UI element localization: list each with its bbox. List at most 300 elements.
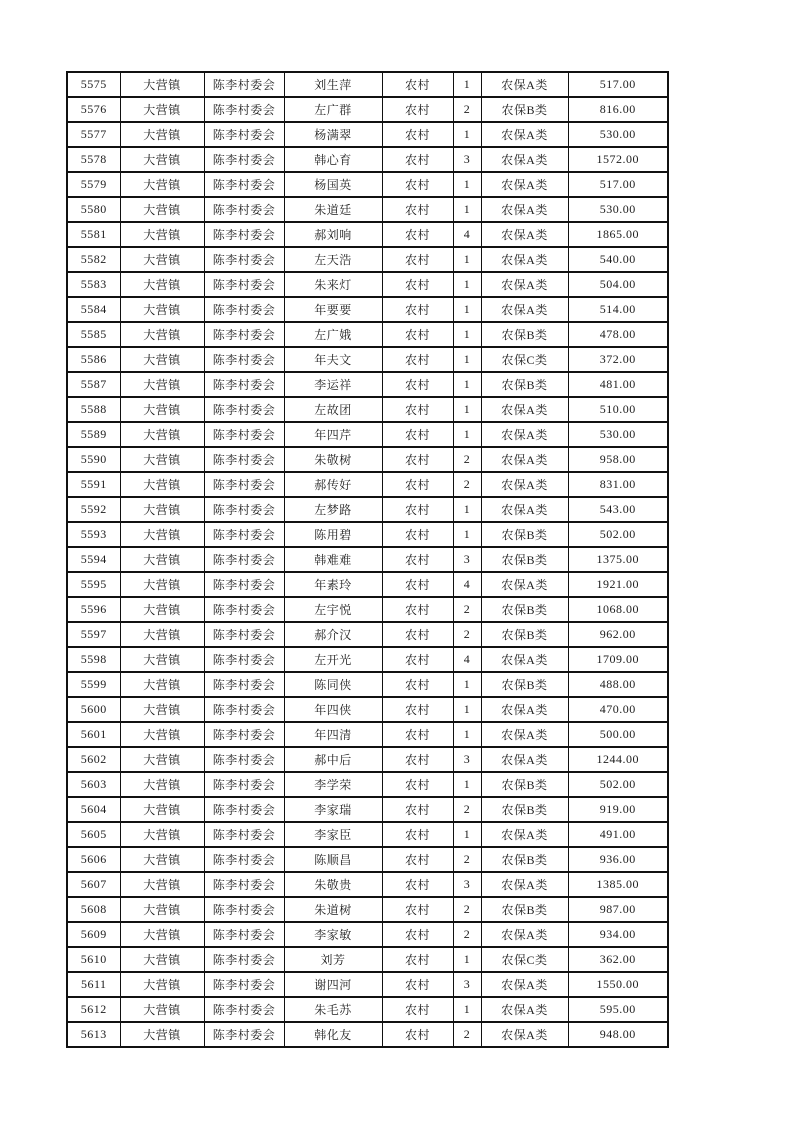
cell-village: 陈李村委会 (204, 322, 284, 347)
cell-seq: 5610 (67, 947, 120, 972)
cell-seq: 5586 (67, 347, 120, 372)
cell-town: 大营镇 (120, 872, 204, 897)
cell-village: 陈李村委会 (204, 822, 284, 847)
table-row (67, 72, 668, 97)
table-row (67, 797, 668, 822)
cell-person-count: 2 (453, 622, 481, 647)
cell-insurance-category: 农保A类 (481, 872, 568, 897)
cell-amount: 470.00 (568, 697, 668, 722)
cell-town: 大营镇 (120, 297, 204, 322)
table-row (67, 972, 668, 997)
cell-amount: 514.00 (568, 297, 668, 322)
cell-residence-type: 农村 (382, 447, 453, 472)
cell-amount: 958.00 (568, 447, 668, 472)
cell-person-count: 1 (453, 522, 481, 547)
cell-residence-type: 农村 (382, 322, 453, 347)
table-row (67, 622, 668, 647)
cell-person-count: 1 (453, 247, 481, 272)
table-row (67, 847, 668, 872)
cell-village: 陈李村委会 (204, 922, 284, 947)
cell-person-name: 李家臣 (284, 822, 382, 847)
cell-amount: 962.00 (568, 622, 668, 647)
cell-town: 大营镇 (120, 522, 204, 547)
cell-residence-type: 农村 (382, 397, 453, 422)
cell-insurance-category: 农保B类 (481, 847, 568, 872)
cell-residence-type: 农村 (382, 972, 453, 997)
cell-seq: 5608 (67, 897, 120, 922)
cell-amount: 595.00 (568, 997, 668, 1022)
table-row (67, 122, 668, 147)
cell-insurance-category: 农保A类 (481, 497, 568, 522)
cell-seq: 5597 (67, 622, 120, 647)
table-row (67, 1022, 668, 1047)
table-row (67, 447, 668, 472)
cell-person-count: 1 (453, 122, 481, 147)
cell-amount: 502.00 (568, 522, 668, 547)
cell-insurance-category: 农保A类 (481, 422, 568, 447)
cell-town: 大营镇 (120, 397, 204, 422)
cell-village: 陈李村委会 (204, 622, 284, 647)
cell-amount: 934.00 (568, 922, 668, 947)
cell-insurance-category: 农保B类 (481, 797, 568, 822)
cell-seq: 5611 (67, 972, 120, 997)
cell-amount: 1375.00 (568, 547, 668, 572)
cell-amount: 1572.00 (568, 147, 668, 172)
cell-amount: 478.00 (568, 322, 668, 347)
table-row (67, 172, 668, 197)
cell-person-count: 2 (453, 847, 481, 872)
cell-person-name: 年四清 (284, 722, 382, 747)
cell-person-count: 1 (453, 272, 481, 297)
cell-seq: 5577 (67, 122, 120, 147)
table-row (67, 422, 668, 447)
cell-amount: 936.00 (568, 847, 668, 872)
cell-person-count: 1 (453, 997, 481, 1022)
cell-residence-type: 农村 (382, 872, 453, 897)
cell-insurance-category: 农保A类 (481, 172, 568, 197)
cell-person-name: 朱道廷 (284, 197, 382, 222)
cell-person-count: 1 (453, 947, 481, 972)
cell-amount: 816.00 (568, 97, 668, 122)
cell-amount: 362.00 (568, 947, 668, 972)
cell-insurance-category: 农保B类 (481, 372, 568, 397)
cell-residence-type: 农村 (382, 647, 453, 672)
cell-town: 大营镇 (120, 672, 204, 697)
cell-insurance-category: 农保A类 (481, 147, 568, 172)
cell-town: 大营镇 (120, 547, 204, 572)
cell-insurance-category: 农保A类 (481, 647, 568, 672)
cell-seq: 5603 (67, 772, 120, 797)
cell-residence-type: 农村 (382, 147, 453, 172)
cell-seq: 5587 (67, 372, 120, 397)
cell-village: 陈李村委会 (204, 122, 284, 147)
cell-seq: 5582 (67, 247, 120, 272)
cell-seq: 5601 (67, 722, 120, 747)
cell-seq: 5575 (67, 72, 120, 97)
table-row (67, 222, 668, 247)
cell-town: 大营镇 (120, 822, 204, 847)
cell-seq: 5598 (67, 647, 120, 672)
cell-village: 陈李村委会 (204, 147, 284, 172)
cell-residence-type: 农村 (382, 472, 453, 497)
table-row (67, 922, 668, 947)
table-row (67, 147, 668, 172)
cell-person-count: 3 (453, 872, 481, 897)
cell-person-count: 2 (453, 1022, 481, 1047)
cell-person-count: 1 (453, 422, 481, 447)
cell-town: 大营镇 (120, 172, 204, 197)
cell-seq: 5605 (67, 822, 120, 847)
cell-person-name: 左广娥 (284, 322, 382, 347)
cell-person-name: 陈同侠 (284, 672, 382, 697)
cell-village: 陈李村委会 (204, 297, 284, 322)
cell-insurance-category: 农保A类 (481, 397, 568, 422)
cell-amount: 919.00 (568, 797, 668, 822)
cell-insurance-category: 农保B类 (481, 772, 568, 797)
table-row (67, 297, 668, 322)
cell-town: 大营镇 (120, 322, 204, 347)
cell-town: 大营镇 (120, 72, 204, 97)
cell-village: 陈李村委会 (204, 897, 284, 922)
cell-insurance-category: 农保A类 (481, 72, 568, 97)
cell-person-name: 郝刘响 (284, 222, 382, 247)
cell-person-name: 刘芳 (284, 947, 382, 972)
cell-insurance-category: 农保A类 (481, 972, 568, 997)
table-row (67, 397, 668, 422)
cell-amount: 1709.00 (568, 647, 668, 672)
cell-person-count: 3 (453, 747, 481, 772)
cell-seq: 5595 (67, 572, 120, 597)
cell-town: 大营镇 (120, 747, 204, 772)
cell-village: 陈李村委会 (204, 597, 284, 622)
cell-seq: 5604 (67, 797, 120, 822)
cell-seq: 5602 (67, 747, 120, 772)
cell-person-count: 3 (453, 147, 481, 172)
table-row (67, 547, 668, 572)
cell-insurance-category: 农保A类 (481, 472, 568, 497)
cell-seq: 5590 (67, 447, 120, 472)
table-row (67, 822, 668, 847)
table-row (67, 997, 668, 1022)
cell-insurance-category: 农保A类 (481, 922, 568, 947)
cell-amount: 1550.00 (568, 972, 668, 997)
cell-person-name: 杨国英 (284, 172, 382, 197)
cell-person-name: 刘生萍 (284, 72, 382, 97)
cell-town: 大营镇 (120, 97, 204, 122)
cell-person-count: 1 (453, 722, 481, 747)
cell-town: 大营镇 (120, 647, 204, 672)
cell-insurance-category: 农保A类 (481, 447, 568, 472)
table-row (67, 472, 668, 497)
cell-insurance-category: 农保A类 (481, 272, 568, 297)
cell-amount: 987.00 (568, 897, 668, 922)
cell-amount: 502.00 (568, 772, 668, 797)
cell-amount: 530.00 (568, 122, 668, 147)
cell-person-name: 年四侠 (284, 697, 382, 722)
cell-seq: 5607 (67, 872, 120, 897)
cell-seq: 5583 (67, 272, 120, 297)
cell-residence-type: 农村 (382, 597, 453, 622)
cell-village: 陈李村委会 (204, 772, 284, 797)
cell-residence-type: 农村 (382, 197, 453, 222)
cell-person-count: 2 (453, 897, 481, 922)
cell-insurance-category: 农保B类 (481, 672, 568, 697)
cell-village: 陈李村委会 (204, 447, 284, 472)
cell-town: 大营镇 (120, 272, 204, 297)
cell-seq: 5613 (67, 1022, 120, 1047)
cell-residence-type: 农村 (382, 547, 453, 572)
cell-person-name: 左开光 (284, 647, 382, 672)
cell-village: 陈李村委会 (204, 547, 284, 572)
cell-seq: 5600 (67, 697, 120, 722)
cell-village: 陈李村委会 (204, 372, 284, 397)
cell-person-count: 1 (453, 397, 481, 422)
cell-residence-type: 农村 (382, 722, 453, 747)
cell-seq: 5580 (67, 197, 120, 222)
cell-residence-type: 农村 (382, 172, 453, 197)
cell-seq: 5579 (67, 172, 120, 197)
table-row (67, 772, 668, 797)
cell-amount: 491.00 (568, 822, 668, 847)
cell-person-name: 韩难难 (284, 547, 382, 572)
cell-village: 陈李村委会 (204, 947, 284, 972)
cell-residence-type: 农村 (382, 897, 453, 922)
cell-person-name: 陈用碧 (284, 522, 382, 547)
cell-village: 陈李村委会 (204, 797, 284, 822)
cell-seq: 5612 (67, 997, 120, 1022)
cell-residence-type: 农村 (382, 797, 453, 822)
cell-residence-type: 农村 (382, 622, 453, 647)
cell-town: 大营镇 (120, 147, 204, 172)
cell-village: 陈李村委会 (204, 422, 284, 447)
cell-town: 大营镇 (120, 972, 204, 997)
cell-amount: 1385.00 (568, 872, 668, 897)
cell-amount: 1921.00 (568, 572, 668, 597)
cell-insurance-category: 农保A类 (481, 697, 568, 722)
cell-person-count: 1 (453, 297, 481, 322)
cell-town: 大营镇 (120, 997, 204, 1022)
cell-residence-type: 农村 (382, 422, 453, 447)
cell-residence-type: 农村 (382, 847, 453, 872)
cell-village: 陈李村委会 (204, 472, 284, 497)
cell-residence-type: 农村 (382, 372, 453, 397)
table-row (67, 247, 668, 272)
cell-amount: 500.00 (568, 722, 668, 747)
cell-amount: 372.00 (568, 347, 668, 372)
cell-village: 陈李村委会 (204, 747, 284, 772)
cell-town: 大营镇 (120, 697, 204, 722)
cell-insurance-category: 农保A类 (481, 572, 568, 597)
cell-person-count: 2 (453, 447, 481, 472)
cell-residence-type: 农村 (382, 1022, 453, 1047)
table-row (67, 572, 668, 597)
cell-person-name: 韩化友 (284, 1022, 382, 1047)
cell-town: 大营镇 (120, 847, 204, 872)
benefits-table (66, 71, 669, 1048)
cell-amount: 517.00 (568, 72, 668, 97)
cell-person-name: 谢四河 (284, 972, 382, 997)
cell-residence-type: 农村 (382, 747, 453, 772)
cell-insurance-category: 农保A类 (481, 822, 568, 847)
cell-seq: 5585 (67, 322, 120, 347)
table-row (67, 522, 668, 547)
cell-residence-type: 农村 (382, 947, 453, 972)
cell-residence-type: 农村 (382, 697, 453, 722)
table-row (67, 272, 668, 297)
cell-village: 陈李村委会 (204, 722, 284, 747)
cell-insurance-category: 农保A类 (481, 222, 568, 247)
cell-amount: 510.00 (568, 397, 668, 422)
cell-town: 大营镇 (120, 1022, 204, 1047)
cell-amount: 831.00 (568, 472, 668, 497)
cell-person-name: 朱道树 (284, 897, 382, 922)
cell-seq: 5584 (67, 297, 120, 322)
cell-person-count: 1 (453, 197, 481, 222)
cell-person-name: 左天浩 (284, 247, 382, 272)
table-row (67, 897, 668, 922)
cell-person-name: 年素玲 (284, 572, 382, 597)
cell-person-count: 1 (453, 322, 481, 347)
cell-seq: 5576 (67, 97, 120, 122)
cell-town: 大营镇 (120, 347, 204, 372)
cell-person-count: 1 (453, 672, 481, 697)
cell-village: 陈李村委会 (204, 572, 284, 597)
cell-insurance-category: 农保B类 (481, 547, 568, 572)
cell-village: 陈李村委会 (204, 497, 284, 522)
cell-village: 陈李村委会 (204, 697, 284, 722)
cell-person-count: 2 (453, 472, 481, 497)
cell-person-count: 3 (453, 972, 481, 997)
cell-town: 大营镇 (120, 597, 204, 622)
cell-residence-type: 农村 (382, 672, 453, 697)
table-row (67, 97, 668, 122)
cell-person-count: 4 (453, 572, 481, 597)
cell-village: 陈李村委会 (204, 72, 284, 97)
cell-village: 陈李村委会 (204, 272, 284, 297)
cell-village: 陈李村委会 (204, 397, 284, 422)
cell-town: 大营镇 (120, 472, 204, 497)
cell-insurance-category: 农保A类 (481, 247, 568, 272)
cell-insurance-category: 农保A类 (481, 122, 568, 147)
cell-village: 陈李村委会 (204, 1022, 284, 1047)
cell-person-count: 2 (453, 922, 481, 947)
cell-person-name: 左故团 (284, 397, 382, 422)
cell-seq: 5593 (67, 522, 120, 547)
cell-insurance-category: 农保C类 (481, 947, 568, 972)
cell-town: 大营镇 (120, 422, 204, 447)
cell-insurance-category: 农保B类 (481, 522, 568, 547)
cell-person-name: 韩心育 (284, 147, 382, 172)
cell-person-name: 朱敬树 (284, 447, 382, 472)
cell-amount: 948.00 (568, 1022, 668, 1047)
cell-village: 陈李村委会 (204, 347, 284, 372)
cell-residence-type: 农村 (382, 272, 453, 297)
cell-town: 大营镇 (120, 197, 204, 222)
cell-amount: 488.00 (568, 672, 668, 697)
cell-insurance-category: 农保A类 (481, 747, 568, 772)
cell-person-count: 1 (453, 347, 481, 372)
cell-amount: 481.00 (568, 372, 668, 397)
cell-amount: 1244.00 (568, 747, 668, 772)
cell-town: 大营镇 (120, 572, 204, 597)
cell-residence-type: 农村 (382, 822, 453, 847)
cell-insurance-category: 农保B类 (481, 97, 568, 122)
cell-village: 陈李村委会 (204, 197, 284, 222)
cell-town: 大营镇 (120, 222, 204, 247)
cell-person-name: 左广群 (284, 97, 382, 122)
cell-amount: 1865.00 (568, 222, 668, 247)
cell-person-count: 2 (453, 97, 481, 122)
cell-person-count: 1 (453, 772, 481, 797)
cell-town: 大营镇 (120, 772, 204, 797)
cell-insurance-category: 农保B类 (481, 597, 568, 622)
cell-village: 陈李村委会 (204, 997, 284, 1022)
cell-person-name: 李家敏 (284, 922, 382, 947)
cell-town: 大营镇 (120, 922, 204, 947)
cell-town: 大营镇 (120, 247, 204, 272)
cell-town: 大营镇 (120, 947, 204, 972)
cell-town: 大营镇 (120, 797, 204, 822)
cell-residence-type: 农村 (382, 347, 453, 372)
cell-village: 陈李村委会 (204, 97, 284, 122)
cell-town: 大营镇 (120, 897, 204, 922)
cell-insurance-category: 农保B类 (481, 897, 568, 922)
cell-residence-type: 农村 (382, 522, 453, 547)
cell-person-name: 杨满翠 (284, 122, 382, 147)
cell-town: 大营镇 (120, 122, 204, 147)
cell-residence-type: 农村 (382, 922, 453, 947)
cell-village: 陈李村委会 (204, 972, 284, 997)
cell-person-name: 朱敬贵 (284, 872, 382, 897)
cell-person-name: 郝中后 (284, 747, 382, 772)
cell-insurance-category: 农保A类 (481, 1022, 568, 1047)
table-row (67, 672, 668, 697)
cell-amount: 504.00 (568, 272, 668, 297)
cell-person-name: 郝介汉 (284, 622, 382, 647)
cell-person-count: 1 (453, 172, 481, 197)
cell-seq: 5589 (67, 422, 120, 447)
cell-village: 陈李村委会 (204, 647, 284, 672)
cell-insurance-category: 农保A类 (481, 997, 568, 1022)
cell-seq: 5599 (67, 672, 120, 697)
cell-town: 大营镇 (120, 722, 204, 747)
cell-person-count: 4 (453, 222, 481, 247)
cell-person-count: 1 (453, 497, 481, 522)
cell-amount: 530.00 (568, 422, 668, 447)
cell-person-name: 左宇悦 (284, 597, 382, 622)
cell-person-name: 朱来灯 (284, 272, 382, 297)
cell-town: 大营镇 (120, 372, 204, 397)
cell-person-count: 1 (453, 822, 481, 847)
cell-residence-type: 农村 (382, 572, 453, 597)
cell-person-name: 朱毛苏 (284, 997, 382, 1022)
table-row (67, 722, 668, 747)
cell-residence-type: 农村 (382, 772, 453, 797)
cell-person-count: 1 (453, 72, 481, 97)
cell-residence-type: 农村 (382, 97, 453, 122)
table-row (67, 197, 668, 222)
table-row (67, 647, 668, 672)
cell-village: 陈李村委会 (204, 672, 284, 697)
cell-residence-type: 农村 (382, 222, 453, 247)
cell-person-name: 李运祥 (284, 372, 382, 397)
table-row (67, 497, 668, 522)
cell-seq: 5592 (67, 497, 120, 522)
cell-person-count: 4 (453, 647, 481, 672)
cell-village: 陈李村委会 (204, 222, 284, 247)
cell-person-count: 2 (453, 597, 481, 622)
cell-residence-type: 农村 (382, 297, 453, 322)
